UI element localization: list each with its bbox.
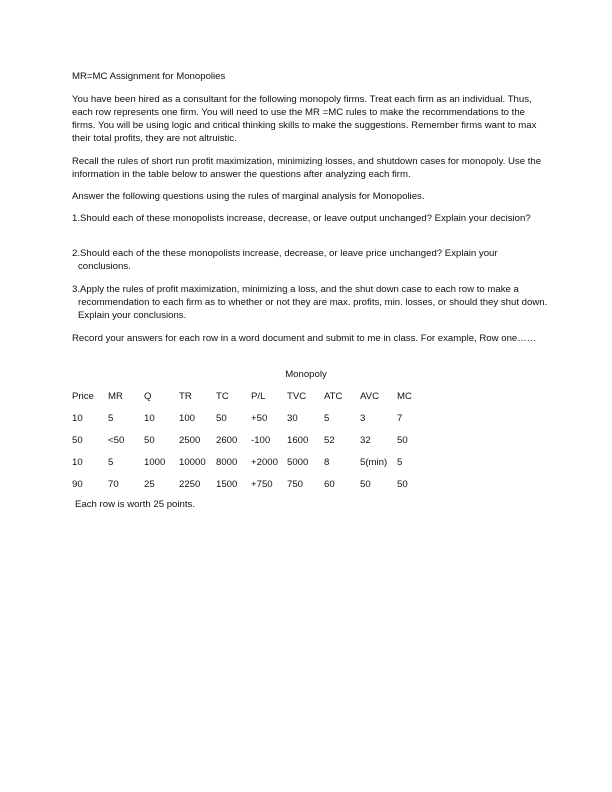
header-cell: Price — [72, 391, 94, 402]
header-cell: Q — [144, 391, 152, 402]
table-cell: 90 — [72, 479, 83, 490]
table-cell: 50 — [360, 479, 371, 490]
table-cell: <50 — [108, 435, 125, 446]
table-cell: 30 — [287, 413, 298, 424]
table-cell: 32 — [360, 435, 371, 446]
header-cell: TVC — [287, 391, 307, 402]
record-paragraph: Record your answers for each row in a word document and submit to me in class. For example, Row one…… — [72, 333, 537, 344]
table-cell: 5(min) — [360, 457, 388, 468]
table-cell: 10 — [72, 457, 83, 468]
table-cell: +50 — [251, 413, 268, 424]
table-cell: +750 — [251, 479, 273, 490]
points-note: Each row is worth 25 points. — [75, 499, 195, 510]
table-cell: 50 — [72, 435, 83, 446]
table-cell: +2000 — [251, 457, 278, 468]
header-cell: TR — [179, 391, 192, 402]
table-cell: 5 — [324, 413, 330, 424]
table-row — [72, 434, 432, 456]
recall-paragraph: Recall the rules of short run profit maximization, minimizing losses, and shutdown cases for monopoly. Use the information in the table below to answer the questions after analyzing each firm. — [72, 156, 542, 180]
table-row — [72, 412, 432, 434]
table-cell: 750 — [287, 479, 304, 490]
table-cell: 25 — [144, 479, 155, 490]
header-cell: P/L — [251, 391, 266, 402]
intro-paragraph: You have been hired as a consultant for the following monopoly firms. Treat each firm as an individual. Thus, each row represents one firm. You will need to use the MR =MC rules to make the recommendations to the firms. You will be using logic and critical thinking skills to make the suggestions. Remember firms want to max their total profits, they are not altruistic. — [72, 94, 537, 144]
document-title: MR=MC Assignment for Monopolies — [72, 71, 226, 82]
question-2: 2.Should each of the these monopolists increase, decrease, or leave price unchanged? Explain your conclusions. — [72, 248, 498, 272]
table-cell: 60 — [324, 479, 335, 490]
table-cell: 2600 — [216, 435, 238, 446]
header-cell: TC — [216, 391, 229, 402]
table-cell: 50 — [216, 413, 227, 424]
table-cell: 7 — [397, 413, 403, 424]
table-cell: 10 — [72, 413, 83, 424]
table-cell: 50 — [144, 435, 155, 446]
table-header-row — [72, 390, 432, 412]
header-cell: ATC — [324, 391, 343, 402]
table-cell: 1600 — [287, 435, 309, 446]
question-1: 1.Should each of these monopolists increase, decrease, or leave output unchanged? Explain your decision? — [72, 213, 531, 224]
table-cell: 5 — [108, 413, 114, 424]
table-cell: 5 — [397, 457, 403, 468]
instruction-paragraph: Answer the following questions using the rules of marginal analysis for Monopolies. — [72, 191, 425, 202]
question-3: 3.Apply the rules of profit maximization, minimizing a loss, and the shut down case to each row to make a recommendation to each firm as to whether or not they are max. profits, min. losses, or should they shut down. Explain your conclusions. — [72, 284, 548, 321]
table-cell: 2250 — [179, 479, 201, 490]
table-row — [72, 456, 432, 478]
header-cell: MC — [397, 391, 412, 402]
table-cell: 5000 — [287, 457, 309, 468]
table-row — [72, 478, 432, 500]
table-cell: 100 — [179, 413, 196, 424]
table-cell: 52 — [324, 435, 335, 446]
table-cell: 5 — [108, 457, 114, 468]
table-cell: 8 — [324, 457, 330, 468]
table-cell: 3 — [360, 413, 366, 424]
table-cell: 8000 — [216, 457, 238, 468]
header-cell: MR — [108, 391, 123, 402]
table-cell: 70 — [108, 479, 119, 490]
monopoly-table — [72, 390, 432, 500]
table-cell: -100 — [251, 435, 271, 446]
table-cell: 50 — [397, 479, 408, 490]
table-cell: 10000 — [179, 457, 206, 468]
table-title: Monopoly — [285, 369, 327, 380]
table-cell: 1000 — [144, 457, 166, 468]
header-cell: AVC — [360, 391, 380, 402]
table-cell: 50 — [397, 435, 408, 446]
table-cell: 1500 — [216, 479, 238, 490]
table-cell: 2500 — [179, 435, 201, 446]
table-cell: 10 — [144, 413, 155, 424]
